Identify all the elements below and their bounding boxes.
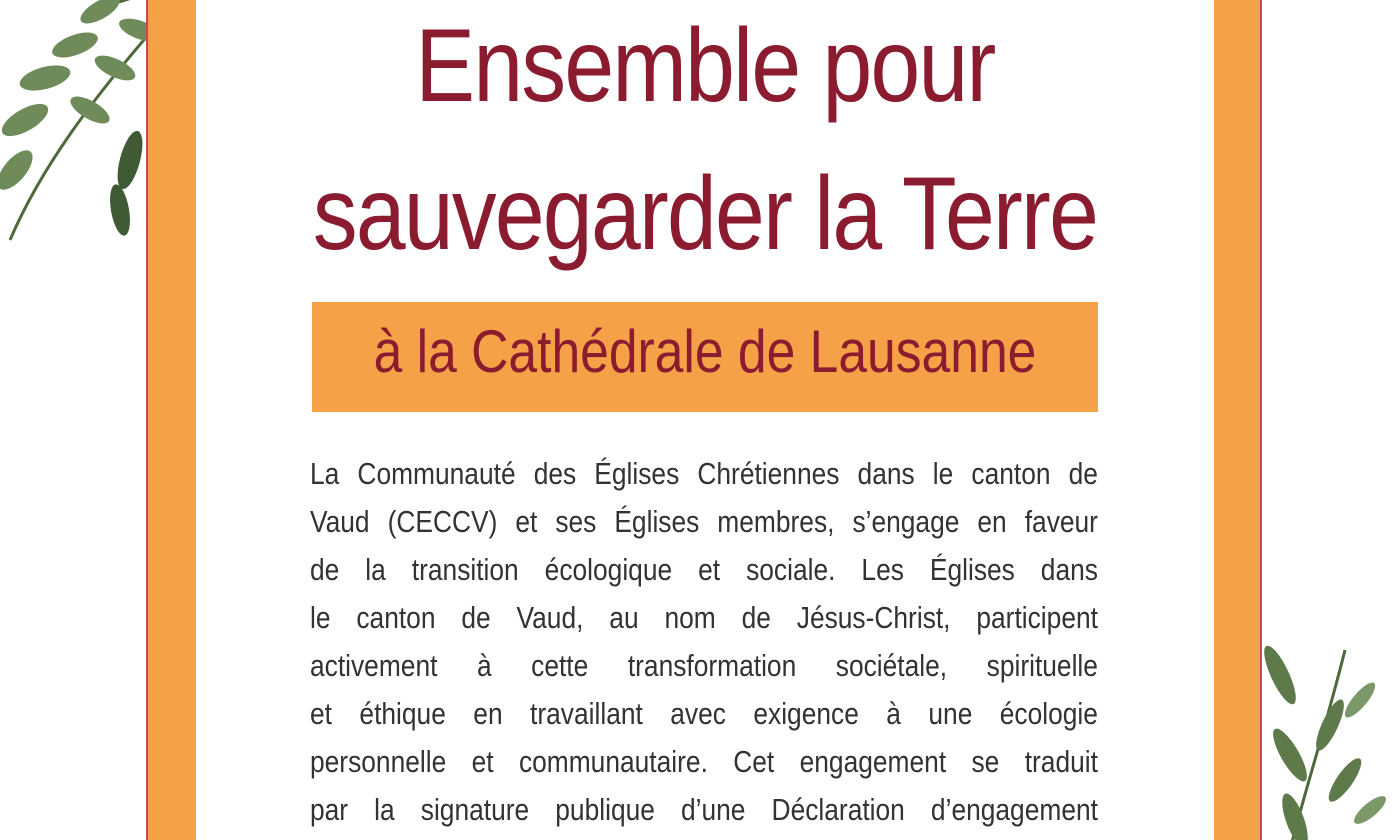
page-title-line-2: sauvegarder la Terre — [312, 156, 1098, 272]
subtitle-band — [312, 302, 1098, 412]
body-line: La Communauté des Églises Chrétiennes dans le canton de — [310, 456, 1098, 491]
body-line: activement à cette transformation sociétale, spirituelle — [310, 648, 1098, 683]
body-line: Vaud (CECCV) et ses Églises membres, s’engage en faveur — [310, 504, 1098, 539]
page-title-line-1: Ensemble pour — [415, 8, 995, 124]
body-line: de la transition écologique et sociale. Les Églises dans — [310, 552, 1098, 587]
body-line: personnelle et communautaire. Cet engagement se traduit — [310, 744, 1098, 779]
body-line: et éthique en travaillant avec exigence à une écologie — [310, 696, 1098, 731]
body-line: le canton de Vaud, au nom de Jésus-Christ, participent — [310, 600, 1098, 635]
body-paragraph — [310, 450, 1098, 834]
subtitle: à la Cathédrale de Lausanne — [373, 318, 1037, 385]
olive-branch-right-icon — [1250, 630, 1400, 840]
body-line: par la signature publique d’une Déclaration d’engagement — [310, 792, 1098, 827]
